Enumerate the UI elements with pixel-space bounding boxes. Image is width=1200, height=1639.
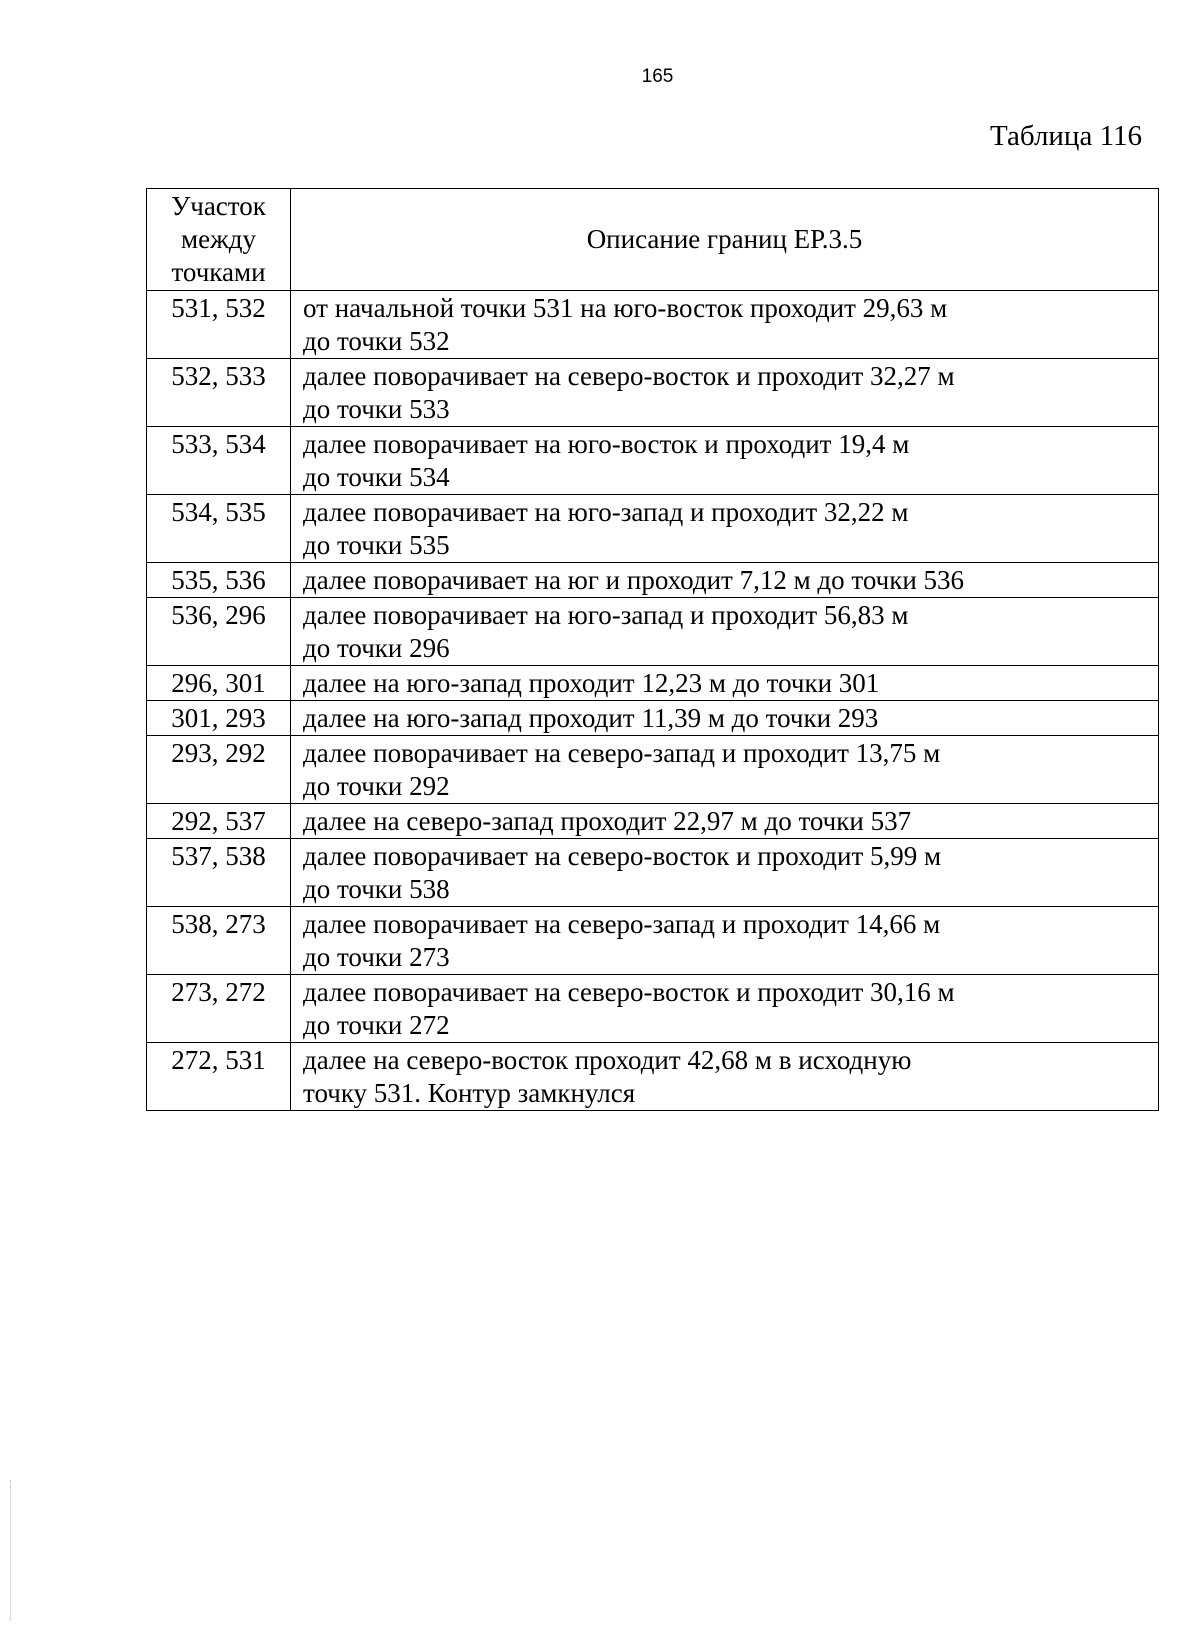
- table-row: [147, 563, 1159, 598]
- segment-cell: 533, 534: [147, 427, 291, 495]
- table-row: [147, 291, 1159, 359]
- segment-cell: 273, 272: [147, 975, 291, 1043]
- description-line: далее поворачивает на северо-запад и проходит 14,66 м: [303, 909, 941, 939]
- description-line: далее поворачивает на юго-запад и проходит 56,83 м: [303, 600, 909, 630]
- description-cell: [291, 839, 1159, 907]
- table-header-row: [147, 189, 1159, 291]
- table-row: [147, 701, 1159, 736]
- description-line: до точки 272: [303, 1010, 450, 1040]
- description-line: далее на юго-запад проходит 12,23 м до точки 301: [303, 668, 880, 698]
- description-line: точку 531. Контур замкнулся: [303, 1078, 636, 1108]
- table-row: [147, 1043, 1159, 1111]
- segment-cell: 538, 273: [147, 907, 291, 975]
- description-line: до точки 538: [303, 874, 450, 904]
- description-cell: [291, 563, 1159, 598]
- description-cell: [291, 907, 1159, 975]
- description-cell: [291, 666, 1159, 701]
- segment-header-line: точками: [171, 257, 266, 287]
- description-line: далее поворачивает на северо-восток и проходит 32,27 м: [303, 361, 955, 391]
- segment-header-line: между: [181, 224, 256, 254]
- table-row: [147, 666, 1159, 701]
- segment-cell: 292, 537: [147, 804, 291, 839]
- description-column-header: Описание границ ЕР.3.5: [291, 189, 1159, 291]
- table-row: [147, 907, 1159, 975]
- segment-header-line: Участок: [171, 191, 266, 221]
- table-caption: Таблица 116: [990, 120, 1142, 152]
- description-cell: [291, 1043, 1159, 1111]
- description-cell: [291, 495, 1159, 563]
- description-line: далее на северо-запад проходит 22,97 м до точки 537: [303, 806, 912, 836]
- description-line: до точки 533: [303, 394, 450, 424]
- table-row: [147, 359, 1159, 427]
- table-row: [147, 736, 1159, 804]
- description-line: далее поворачивает на юг и проходит 7,12 м до точки 536: [303, 565, 965, 595]
- description-line: до точки 292: [303, 771, 450, 801]
- description-cell: [291, 427, 1159, 495]
- description-cell: [291, 359, 1159, 427]
- description-line: далее поворачивает на юго-восток и проходит 19,4 м: [303, 429, 910, 459]
- segment-cell: 537, 538: [147, 839, 291, 907]
- description-cell: [291, 804, 1159, 839]
- segment-cell: 534, 535: [147, 495, 291, 563]
- description-cell: [291, 736, 1159, 804]
- description-line: до точки 296: [303, 633, 450, 663]
- table-row: [147, 495, 1159, 563]
- description-line: далее поворачивает на северо-запад и проходит 13,75 м: [303, 738, 941, 768]
- description-line: до точки 534: [303, 462, 450, 492]
- segment-cell: 531, 532: [147, 291, 291, 359]
- table-row: [147, 598, 1159, 666]
- description-cell: [291, 598, 1159, 666]
- segment-cell: 532, 533: [147, 359, 291, 427]
- description-line: от начальной точки 531 на юго-восток проходит 29,63 м: [303, 293, 948, 323]
- segment-cell: 293, 292: [147, 736, 291, 804]
- table-row: [147, 839, 1159, 907]
- segment-cell: 536, 296: [147, 598, 291, 666]
- description-line: до точки 535: [303, 530, 450, 560]
- description-cell: [291, 701, 1159, 736]
- segment-cell: 535, 536: [147, 563, 291, 598]
- description-line: далее на северо-восток проходит 42,68 м в исходную: [303, 1045, 912, 1075]
- segment-cell: 272, 531: [147, 1043, 291, 1111]
- table-row: [147, 804, 1159, 839]
- description-line: далее на юго-запад проходит 11,39 м до точки 293: [303, 703, 879, 733]
- table-row: [147, 427, 1159, 495]
- description-line: до точки 532: [303, 326, 450, 356]
- description-cell: [291, 975, 1159, 1043]
- table-body: [147, 291, 1159, 1111]
- page-number: 165: [641, 66, 674, 87]
- description-cell: [291, 291, 1159, 359]
- table-row: [147, 975, 1159, 1043]
- segment-cell: 301, 293: [147, 701, 291, 736]
- segment-column-header: [147, 189, 291, 291]
- boundary-table: [146, 188, 1159, 1111]
- segment-cell: 296, 301: [147, 666, 291, 701]
- scan-margin-specks: [10, 1480, 13, 1620]
- description-line: далее поворачивает на юго-запад и проходит 32,22 м: [303, 497, 909, 527]
- description-line: далее поворачивает на северо-восток и проходит 30,16 м: [303, 977, 955, 1007]
- description-line: далее поворачивает на северо-восток и проходит 5,99 м: [303, 841, 942, 871]
- description-line: до точки 273: [303, 942, 450, 972]
